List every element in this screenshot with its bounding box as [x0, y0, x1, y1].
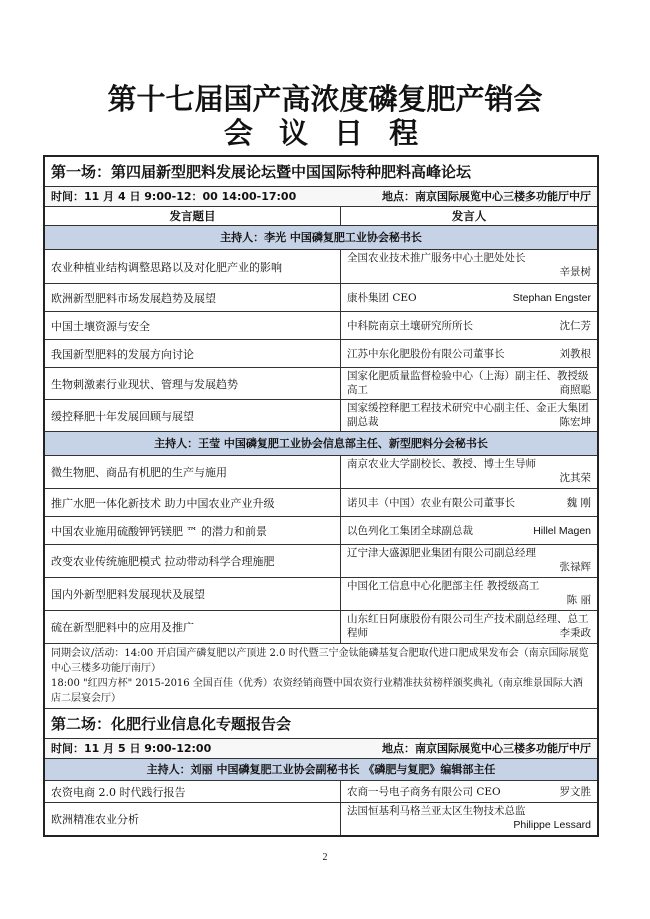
speaker-cell [341, 545, 597, 577]
session2-time: 时间：11 月 5 日 9:00-12:00 [51, 742, 212, 755]
note-line-1: 同期会议/活动：14:00 开启国产磷复肥以产顶进 2.0 时代暨三宁金钛能磷基复合肥取代进口肥成果发布会（南京国际展览中心三楼多功能厅南厅） [51, 648, 589, 674]
speaker-name: 李秉政 [559, 627, 591, 639]
table-row [45, 781, 597, 803]
col-topic-header: 发言题目 [45, 207, 341, 225]
speaker-affiliation: 康朴集团 CEO [347, 291, 417, 304]
speaker-affiliation: 诺贝丰（中国）农业有限公司董事长 [347, 496, 515, 509]
speaker-affiliation: 江苏中东化肥股份有限公司董事长 [347, 347, 505, 360]
speaker-affiliation: 中国化工信息中心化肥部主任 教授级高工 [347, 580, 540, 592]
concurrent-events-note [45, 644, 597, 709]
speaker-name: 罗文胜 [559, 785, 591, 798]
table-row [45, 250, 597, 284]
speaker-affiliation: 国家缓控释肥工程技术研究中心副主任、金正大集团副总裁 [347, 402, 589, 428]
page-number: 2 [322, 852, 328, 863]
speaker-name: 刘教根 [559, 347, 591, 360]
speaker-cell [341, 340, 597, 367]
speaker-name: 陈宏坤 [559, 416, 591, 428]
col-speaker-header: 发言人 [451, 209, 487, 223]
host-row-1: 主持人：李光 中国磷复肥工业协会秘书长 [45, 226, 597, 250]
speaker-cell [341, 803, 597, 835]
talk-topic: 我国新型肥料的发展方向讨论 [45, 340, 341, 367]
talk-topic: 中国农业施用硫酸钾钙镁肥 ™ 的潜力和前景 [45, 517, 341, 544]
table-row [45, 611, 597, 644]
column-headers [45, 207, 597, 226]
talk-topic: 微生物肥、商品有机肥的生产与施用 [45, 456, 341, 488]
speaker-name: Stephan Engster [512, 291, 591, 304]
speaker-cell [341, 368, 597, 399]
speaker-name: 陈 丽 [566, 594, 591, 606]
session2-timebar [45, 739, 597, 759]
table-row [45, 340, 597, 368]
table-row [45, 456, 597, 489]
speaker-cell [341, 312, 597, 339]
speaker-cell [341, 611, 597, 643]
speaker-cell [341, 456, 597, 488]
talk-topic: 推广水肥一体化新技术 助力中国农业产业升级 [45, 489, 341, 516]
speaker-affiliation: 全国农业技术推广服务中心土肥处处长 [347, 252, 526, 264]
note-line-2: 18:00 "红四方杯" 2015-2016 全国百佳（优秀）农资经销商暨中国农资行业精准扶贫榜样颁奖典礼（南京维景国际大酒店二层宴会厅） [51, 678, 583, 704]
table-row [45, 578, 597, 611]
speaker-name: Hillel Magen [533, 524, 591, 537]
session1-timebar [45, 187, 597, 207]
talk-topic: 农资电商 2.0 时代践行报告 [45, 781, 341, 802]
speaker-affiliation: 农商一号电子商务有限公司 CEO [347, 785, 501, 798]
speaker-cell [341, 781, 597, 802]
speaker-affiliation: 以色列化工集团全球副总裁 [347, 524, 473, 537]
speaker-affiliation: 南京农业大学副校长、教授、博士生导师 [347, 458, 536, 470]
speaker-cell [341, 578, 597, 610]
talk-topic: 欧洲精准农业分析 [45, 803, 341, 835]
session1-title: 第一场：第四届新型肥料发展论坛暨中国国际特种肥料高峰论坛 [45, 157, 597, 187]
table-row [45, 284, 597, 312]
session2-venue: 地点：南京国际展览中心三楼多功能厅中厅 [382, 742, 591, 755]
session1-venue: 地点：南京国际展览中心三楼多功能厅中厅 [382, 190, 591, 203]
talk-topic: 生物刺激素行业现状、管理与发展趋势 [45, 368, 341, 399]
speaker-name: 沈仁芳 [559, 319, 591, 332]
session1-time: 时间：11 月 4 日 9:00-12：00 14:00-17:00 [51, 190, 297, 203]
speaker-cell [341, 284, 597, 311]
talk-topic: 国内外新型肥料发展现状及展望 [45, 578, 341, 610]
speaker-cell [341, 400, 597, 431]
speaker-cell [341, 250, 597, 283]
speaker-affiliation: 中科院南京土壤研究所所长 [347, 319, 473, 332]
talk-topic: 农业种植业结构调整思路以及对化肥产业的影响 [45, 250, 341, 283]
table-row [45, 803, 597, 835]
speaker-name: 辛景树 [559, 266, 591, 278]
table-row [45, 489, 597, 517]
speaker-cell [341, 517, 597, 544]
page-title: 第十七届国产高浓度磷复肥产销会 [107, 82, 543, 116]
speaker-name: 沈其荣 [559, 472, 591, 484]
speaker-affiliation: 山东红日阿康股份有限公司生产技术副总经理、总工程师 [347, 613, 589, 639]
speaker-affiliation: 国家化肥质量监督检验中心（上海）副主任、教授级高工 [347, 370, 589, 396]
page-subtitle: 会 议 日 程 [223, 116, 427, 150]
session2-title: 第二场：化肥行业信息化专题报告会 [45, 709, 597, 739]
table-row [45, 312, 597, 340]
host-row-2: 主持人：王莹 中国磷复肥工业协会信息部主任、新型肥料分会秘书长 [45, 432, 597, 456]
speaker-name: Philippe Lessard [513, 819, 591, 831]
speaker-name: 商照聪 [559, 384, 591, 396]
talk-topic: 硫在新型肥料中的应用及推广 [45, 611, 341, 643]
speaker-cell [341, 489, 597, 516]
table-row [45, 517, 597, 545]
session2-host-row: 主持人：刘丽 中国磷复肥工业协会副秘书长 《磷肥与复肥》编辑部主任 [45, 759, 597, 781]
table-row [45, 545, 597, 578]
talk-topic: 缓控释肥十年发展回顾与展望 [45, 400, 341, 431]
table-row [45, 400, 597, 432]
talk-topic: 欧洲新型肥料市场发展趋势及展望 [45, 284, 341, 311]
speaker-name: 张禄辉 [559, 561, 591, 573]
speaker-affiliation: 法国恒基利马格兰亚太区生物技术总监 [347, 805, 526, 817]
talk-topic: 中国土壤资源与安全 [45, 312, 341, 339]
schedule-table [43, 155, 599, 837]
talk-topic: 改变农业传统施肥模式 拉动带动科学合理施肥 [45, 545, 341, 577]
speaker-name: 魏 刚 [566, 496, 591, 509]
table-row [45, 368, 597, 400]
speaker-affiliation: 辽宁津大盛源肥业集团有限公司副总经理 [347, 547, 536, 559]
